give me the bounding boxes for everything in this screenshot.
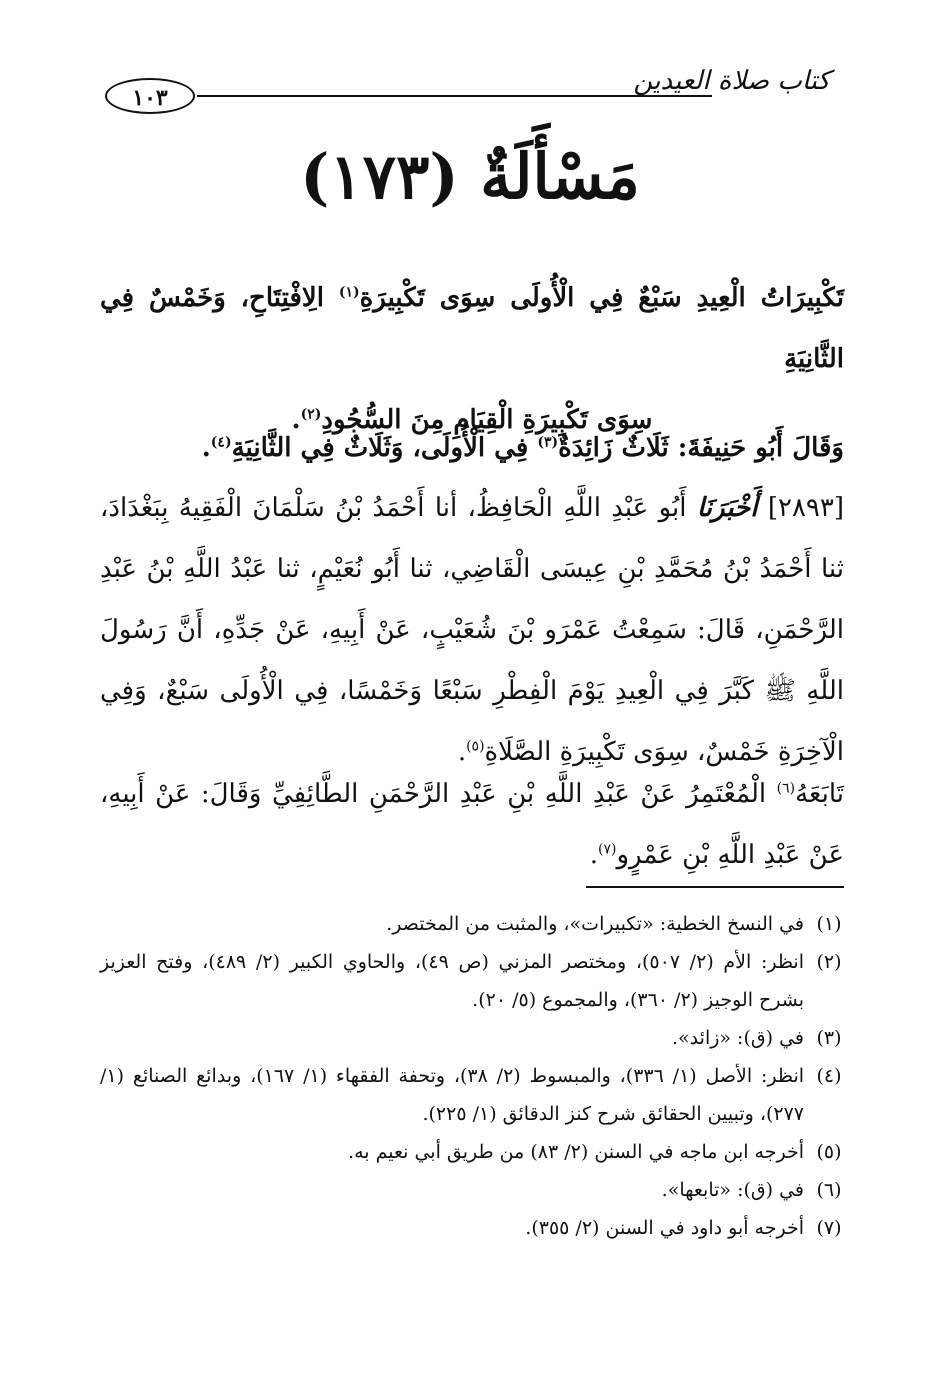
footnote-text: في (ق): «زائد». <box>672 1027 804 1049</box>
footnote <box>100 1019 854 1057</box>
footnote-ref-6: (٦) <box>776 780 796 797</box>
footnote <box>100 1171 854 1209</box>
footnote <box>100 1133 854 1171</box>
footnote-text: انظر: الأم (٢/ ٥٠٧)، ومختصر المزني (ص ٤٩)، والحاوي الكبير (٢/ ٤٨٩)، وفتح العزيز بشرح الوجيز (٢/ ٣٦٠)، والمجموع (٥/ ٢٠). <box>100 951 804 1011</box>
footnote-number: (٣) <box>816 1027 842 1049</box>
footnote-text: أخرجه ابن ماجه في السنن (٢/ ٨٣) من طريق أبي نعيم به. <box>348 1141 804 1163</box>
footnote-ref-5: (٥) <box>466 738 485 755</box>
footnote-text: انظر: الأصل (١/ ٣٣٦)، والمبسوط (٢/ ٣٨)، وتحفة الفقهاء (١/ ١٦٧)، وبدائع الصنائع (١/ ٢٧٧)، وتبيين الحقائق شرح كنز الدقائق (١/ ٢٢٥). <box>100 1065 805 1125</box>
footnote-number: (٢) <box>816 951 842 973</box>
issue-heading: مَسْأَلَةٌ (١٧٣) <box>300 140 640 213</box>
hanafi-text-b: فِي الْأُولَى، وَثَلَاثٌ فِي الثَّانِيَةِ <box>231 433 538 463</box>
mutabaah-text-b: الْمُعْتَمِرُ عَنْ عَبْدِ اللَّهِ بْنِ عَبْدِ الرَّحْمَنِ الطَّائِفِيِّ وَقَالَ: عَنْ أَبِيهِ، عَنْ عَبْدِ اللَّهِ بْنِ عَمْرٍو <box>100 779 844 870</box>
matn-line-1 <box>100 268 844 390</box>
hadith-text: أَبُو عَبْدِ اللَّهِ الْحَافِظُ، أنا أَحْمَدُ بْنُ سَلْمَانَ الْفَقِيهُ بِبَغْدَادَ، ثنا أَحْمَدُ بْنُ مُحَمَّدِ بْنِ عِيسَى الْقَاضِي، ثنا أَبُو نُعَيْمٍ، ثنا عَبْدُ اللَّهِ بْنُ عَبْدِ الرَّحْمَنِ، قَالَ: سَمِعْتُ عَمْرَو بْنَ شُعَيْبٍ، عَنْ أَبِيهِ، عَنْ جَدِّهِ، أَنَّ رَسُولَ اللَّهِ ﷺ كَبَّرَ فِي الْعِيدِ يَوْمَ الْفِطْرِ سَبْعًا وَخَمْسًا، فِي الْأُولَى سَبْعٌ، وَفِي الْآخِرَةِ خَمْسٌ، سِوَى تَكْبِيرَةِ الصَّلَاةِ <box>100 493 844 767</box>
footnote-ref-4: (٤) <box>210 434 232 451</box>
footnote-ref-1: (١) <box>338 284 360 301</box>
hanafi-text-end: . <box>201 433 211 463</box>
footnote <box>100 943 854 1019</box>
footnote-number: (٥) <box>816 1141 842 1163</box>
page-header <box>105 66 830 126</box>
footnote-number: (٧) <box>816 1217 842 1239</box>
hadith-paragraph <box>100 478 844 783</box>
matn-line-1b: الِافْتِتَاحِ، وَخَمْسٌ فِي الثَّانِيَةِ <box>100 283 844 374</box>
mutabaah-paragraph <box>100 764 844 886</box>
page-number: ١٠٣ <box>105 78 195 114</box>
header-rule <box>197 95 712 97</box>
footnote-number: (٤) <box>816 1065 842 1087</box>
footnote-number: (١) <box>816 913 842 935</box>
footnote-ref-2: (٢) <box>300 406 322 423</box>
footnote-ref-7: (٧) <box>597 841 617 858</box>
hadith-number: [٢٨٩٣] <box>767 493 844 523</box>
mutabaah-text-end: . <box>589 840 598 870</box>
footnote-ref-3: (٣) <box>537 434 559 451</box>
footnote <box>100 1209 854 1247</box>
footnote-text: أخرجه أبو داود في السنن (٢/ ٣٥٥). <box>525 1217 804 1239</box>
footnote-text: في النسخ الخطية: «تكبيرات»، والمثبت من المختصر. <box>386 913 804 935</box>
footnotes <box>100 905 854 1247</box>
hanafi-text-a: وَقَالَ أَبُو حَنِيفَةَ: ثَلَاثٌ زَائِدَةٌ <box>558 433 844 463</box>
footnote-number: (٦) <box>816 1179 842 1201</box>
mutabaah-text <box>100 764 844 886</box>
mutabaah-text-a: تَابَعَهُ <box>795 779 844 809</box>
hadith-text-end: . <box>457 737 467 767</box>
matn-line-1a: تَكْبِيرَاتُ الْعِيدِ سَبْعٌ فِي الْأُولَى سِوَى تَكْبِيرَةِ <box>359 283 844 313</box>
hanafi-opinion <box>100 418 844 479</box>
footnote <box>100 1057 854 1133</box>
matn-line-2a: سِوَى تَكْبِيرَةِ الْقِيَامِ مِنَ السُّجُودِ <box>321 405 653 435</box>
footnote-separator <box>586 886 844 888</box>
hanafi-line <box>100 418 844 479</box>
footnote-text: في (ق): «تابعها». <box>661 1179 804 1201</box>
hadith-lead-word: أَخْبَرَنَا <box>696 493 758 523</box>
hadith-2893 <box>100 478 844 783</box>
footnote <box>100 905 854 943</box>
book-title: كتاب صلاة العيدين <box>633 66 830 96</box>
matn-line-2-end: . <box>291 405 301 435</box>
